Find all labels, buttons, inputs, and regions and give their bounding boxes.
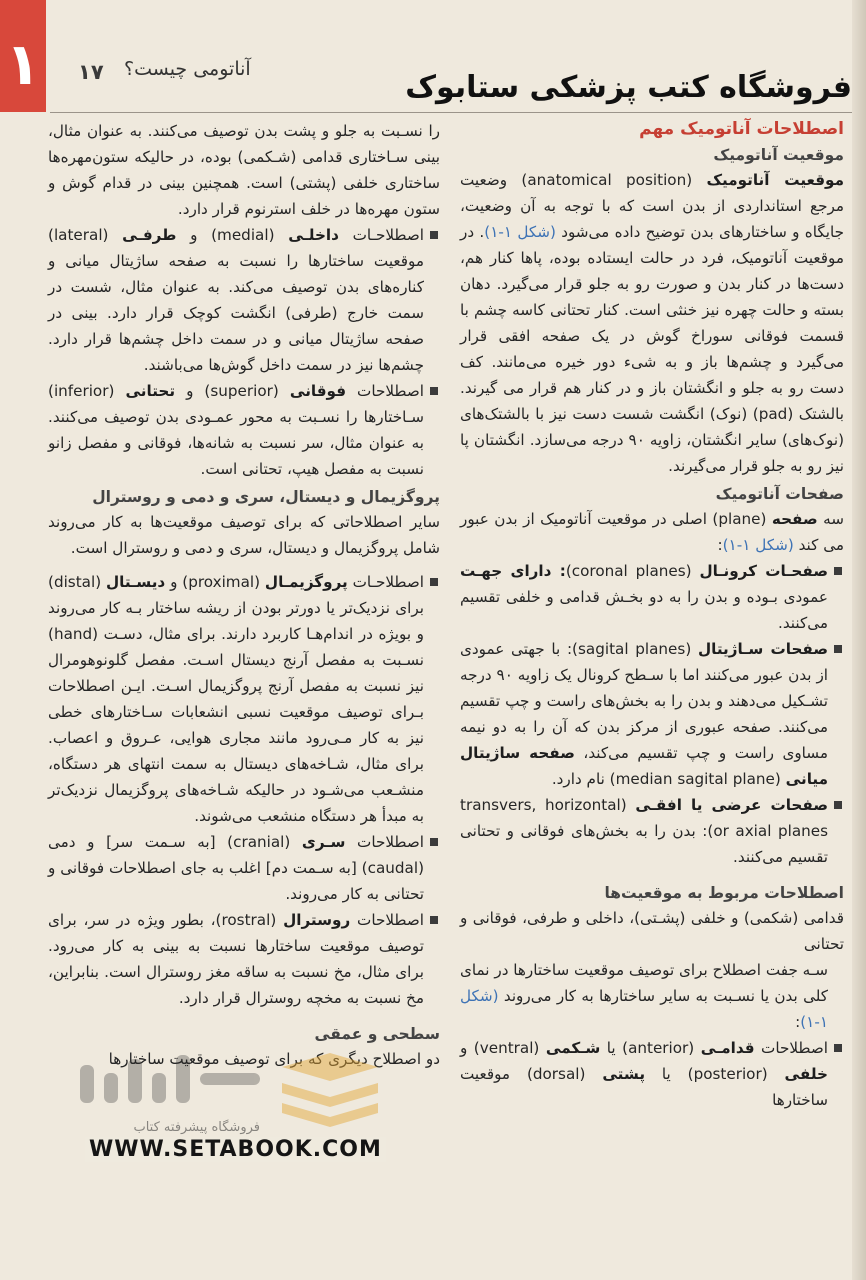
- spacer: [48, 1011, 440, 1019]
- chapter-tab-number: ۱: [5, 30, 41, 98]
- paragraph: سه صفحه (plane) اصلی در موقعیت آناتومیک از بدن عبور می کند (شکل ۱-۱):: [460, 510, 844, 554]
- bullet-paragraph: صفحـات کرونـال (coronal planes): دارای جهـت عمودی بـوده و بدن را به دو بخـش قدامی و خلفی تقسیم می‌کنند.: [460, 558, 844, 636]
- subsection-heading: اصطلاحات مربوط به موقعیت‌ها: [604, 884, 844, 902]
- bullet-paragraph: اصطلاحات روسترال (rostral)، بطور ویژه در سر، برای توصیف موقعیت ساختارها نسبت به بینی به کار می‌رود. برای مثال، مخ نسبت به ساقه مغز روسترال است. بنابراین، مخ نسبت به مخچه روسترال قرار دارد.: [48, 907, 440, 1011]
- bullet-paragraph: اصطلاحات فوقانی (superior) و تحتانی (inferior) سـاختارها را نسـبت به محور عمـودی بدن توصیف می‌کنند. به عنوان مثال، سر نسبت به شانه‌ها، فوقانی و مفصل زانو نسبت به مفصل هیپ، تحتانی است.: [48, 378, 440, 482]
- store-title: فروشگاه کتب پزشکی ستابوک: [405, 70, 852, 105]
- paragraph: موقعیت آناتومیک (anatomical position) وضعیت مرجع استانداردی از بدن است که با توجه به آن وضعیت، جایگاه و ساختارهای بدن توضیح داده می‌شود (شکل ۱-۱). در موقعیت آناتومیک، فرد در حالت ایستاده بوده، پاها کنار هم، دست‌ها در کنار بدن و صورت رو به جلو قرار می‌گیرد. دهان بسته و حالت چهره نیز خنثی است. کنار تحتانی کاسه چشم با قسمت فوقانی سوراخ گوش در یک صفحه افقی قرار می‌گیرد و چشم‌ها باز و به شیء دور خیره می‌مانند. کف دست رو به جلو و انگشتان باز و در کنار هم قرار می گیرند. بالشتک (pad) (نوک) انگشت شست دست نیز با بالشتک‌های (نوک‌های) سایر انگشتان، زاویه ۹۰ درجه می‌سازد. انگشتان پا نیز رو به جلو قرار می‌گیرند.: [460, 171, 844, 475]
- page-edge: [852, 0, 866, 1280]
- watermark-url: WWW.SETABOOK.COM: [85, 1137, 386, 1162]
- bullet-paragraph: اصطلاحـات پروگزیمـال (proximal) و دیسـتال (distal) برای نزدیک‌تر یا دورتر بودن از ریشه ساختار بـه کار می‌روند و بویژه در اندام‌هـا کاربرد دارند. برای مثال، دسـت (hand) نسـبت به مفصل آرنج دیستال اسـت. مفصل گلونوهومرال نیز نسبت به مفصل آرنج پروگزیمال اسـت. ایـن اصطلاحات بـرای توصیف موقعیت نسبی انشعابات سـاختارهای خطی نیز به کار مـی‌رود مانند مجاری هوایی، عـروق و اعصاب. برای مثال، شـاخه‌های دیستال به سمت انتهای هر دستگاه، منشـعب می‌شـود در حالیکه شـاخه‌های پروگزیمال نزدیک‌تر به مبدأ هر دستگاه منشعب می‌شوند.: [48, 569, 440, 829]
- bullet-paragraph: صفحات عرضی یا افقـی (transvers, horizontal or axial planes): بدن را به بخش‌های فوقانی و تحتانی تقسیم می‌کنند.: [460, 792, 844, 870]
- chapter-tab: [0, 0, 46, 112]
- bullet-paragraph: اصطلاحـات داخلـی (medial) و طرفـی (lateral) موقعیت ساختارها را نسبت به صفحه ساژیتال میانی و کناره‌های بدن توصیف می‌کند. به عنوان مثال، شست در سمت خارج (طرفی) انگشت کوچک قرار دارد. بینی در صفحه ساژیتال میانی و در سمت داخل چشم‌ها قرار دارد. چشم‌ها نیز در سمت داخل گوش‌ها می‌باشند.: [48, 222, 440, 378]
- paragraph: را نسـبت به جلو و پشت بدن توصیف می‌کنند. به عنوان مثال، بینی سـاختاری قدامی (شـکمی) بوده، در حالیکه ستون‌مهره‌ها ساختاری خلفی (پشتی) است. همچنین بینی در قدام گوش و ستون مهره‌ها در خلف استرنوم قرار دارد.: [48, 122, 440, 218]
- subsection-heading: پروگزیمال و دیستال، سری و دمی و روسترال: [92, 488, 440, 506]
- paragraph: سـه جفت اصطلاح برای توصیف موقعیت ساختارها در نمای کلی بدن یا نسـبت به سایر ساختارها به کار می‌روند (شکل ۱-۱):: [460, 961, 828, 1031]
- paragraph: قدامی (شکمی) و خلفی (پشـتی)، داخلی و طرفی، فوقانی و تحتانی: [460, 909, 844, 953]
- chapter-title: آناتومی چیست؟: [124, 58, 251, 80]
- bullet-paragraph: اصطلاحات سـری (cranial) [به سـمت سر] و دمی (caudal) [به سـمت دم] اغلب به جای اصطلاحات فوقانی و تحتانی به کار می‌روند.: [48, 829, 440, 907]
- paragraph: سایر اصطلاحاتی که برای توصیف موقعیت‌ها به کار می‌روند شامل پروگزیمال و دیستال، سری و دمی و روسترال است.: [48, 513, 440, 557]
- subsection-heading: صفحات آناتومیک: [715, 485, 844, 503]
- spacer: [460, 870, 844, 878]
- right-column: [460, 118, 844, 1113]
- paragraph: دو اصطلاح دیگری که برای توصیف موقعیت ساختارها: [108, 1050, 440, 1068]
- subsection-heading: سطحی و عمقی: [314, 1025, 440, 1043]
- subsection-heading: موقعیت آناتومیک: [713, 146, 844, 164]
- left-column: [48, 118, 440, 1072]
- setabook-logo: [60, 1045, 400, 1140]
- logo-caption: فروشگاه پیشرفته کتاب: [133, 1120, 260, 1135]
- section-heading: اصطلاحات آناتومیک مهم: [639, 119, 844, 139]
- spacer: [48, 561, 440, 569]
- bullet-paragraph: اصطلاحات قدامـی (anterior) یا شـکمی (ventral) و خلفی (posterior) یا پشتی (dorsal) موقعیت ساختارها: [460, 1035, 844, 1113]
- header-divider: [50, 112, 852, 113]
- page-number: ۱۷: [78, 60, 104, 84]
- bullet-paragraph: صفحات سـاژیتال (sagital planes): با جهتی عمودی از بدن عبور می‌کنند اما با سـطح کرونال یک زاویه ۹۰ درجه تشـکیل می‌دهند و بدن را به بخش‌های راست و چپ تقسیم می‌کنند. صفحه عبوری از مرکز بدن که آن را به دو نیمه مساوی راست و چپ تقسیم می‌کند، صفحه ساژیتال میانی (median sagital plane) نام دارد.: [460, 636, 844, 792]
